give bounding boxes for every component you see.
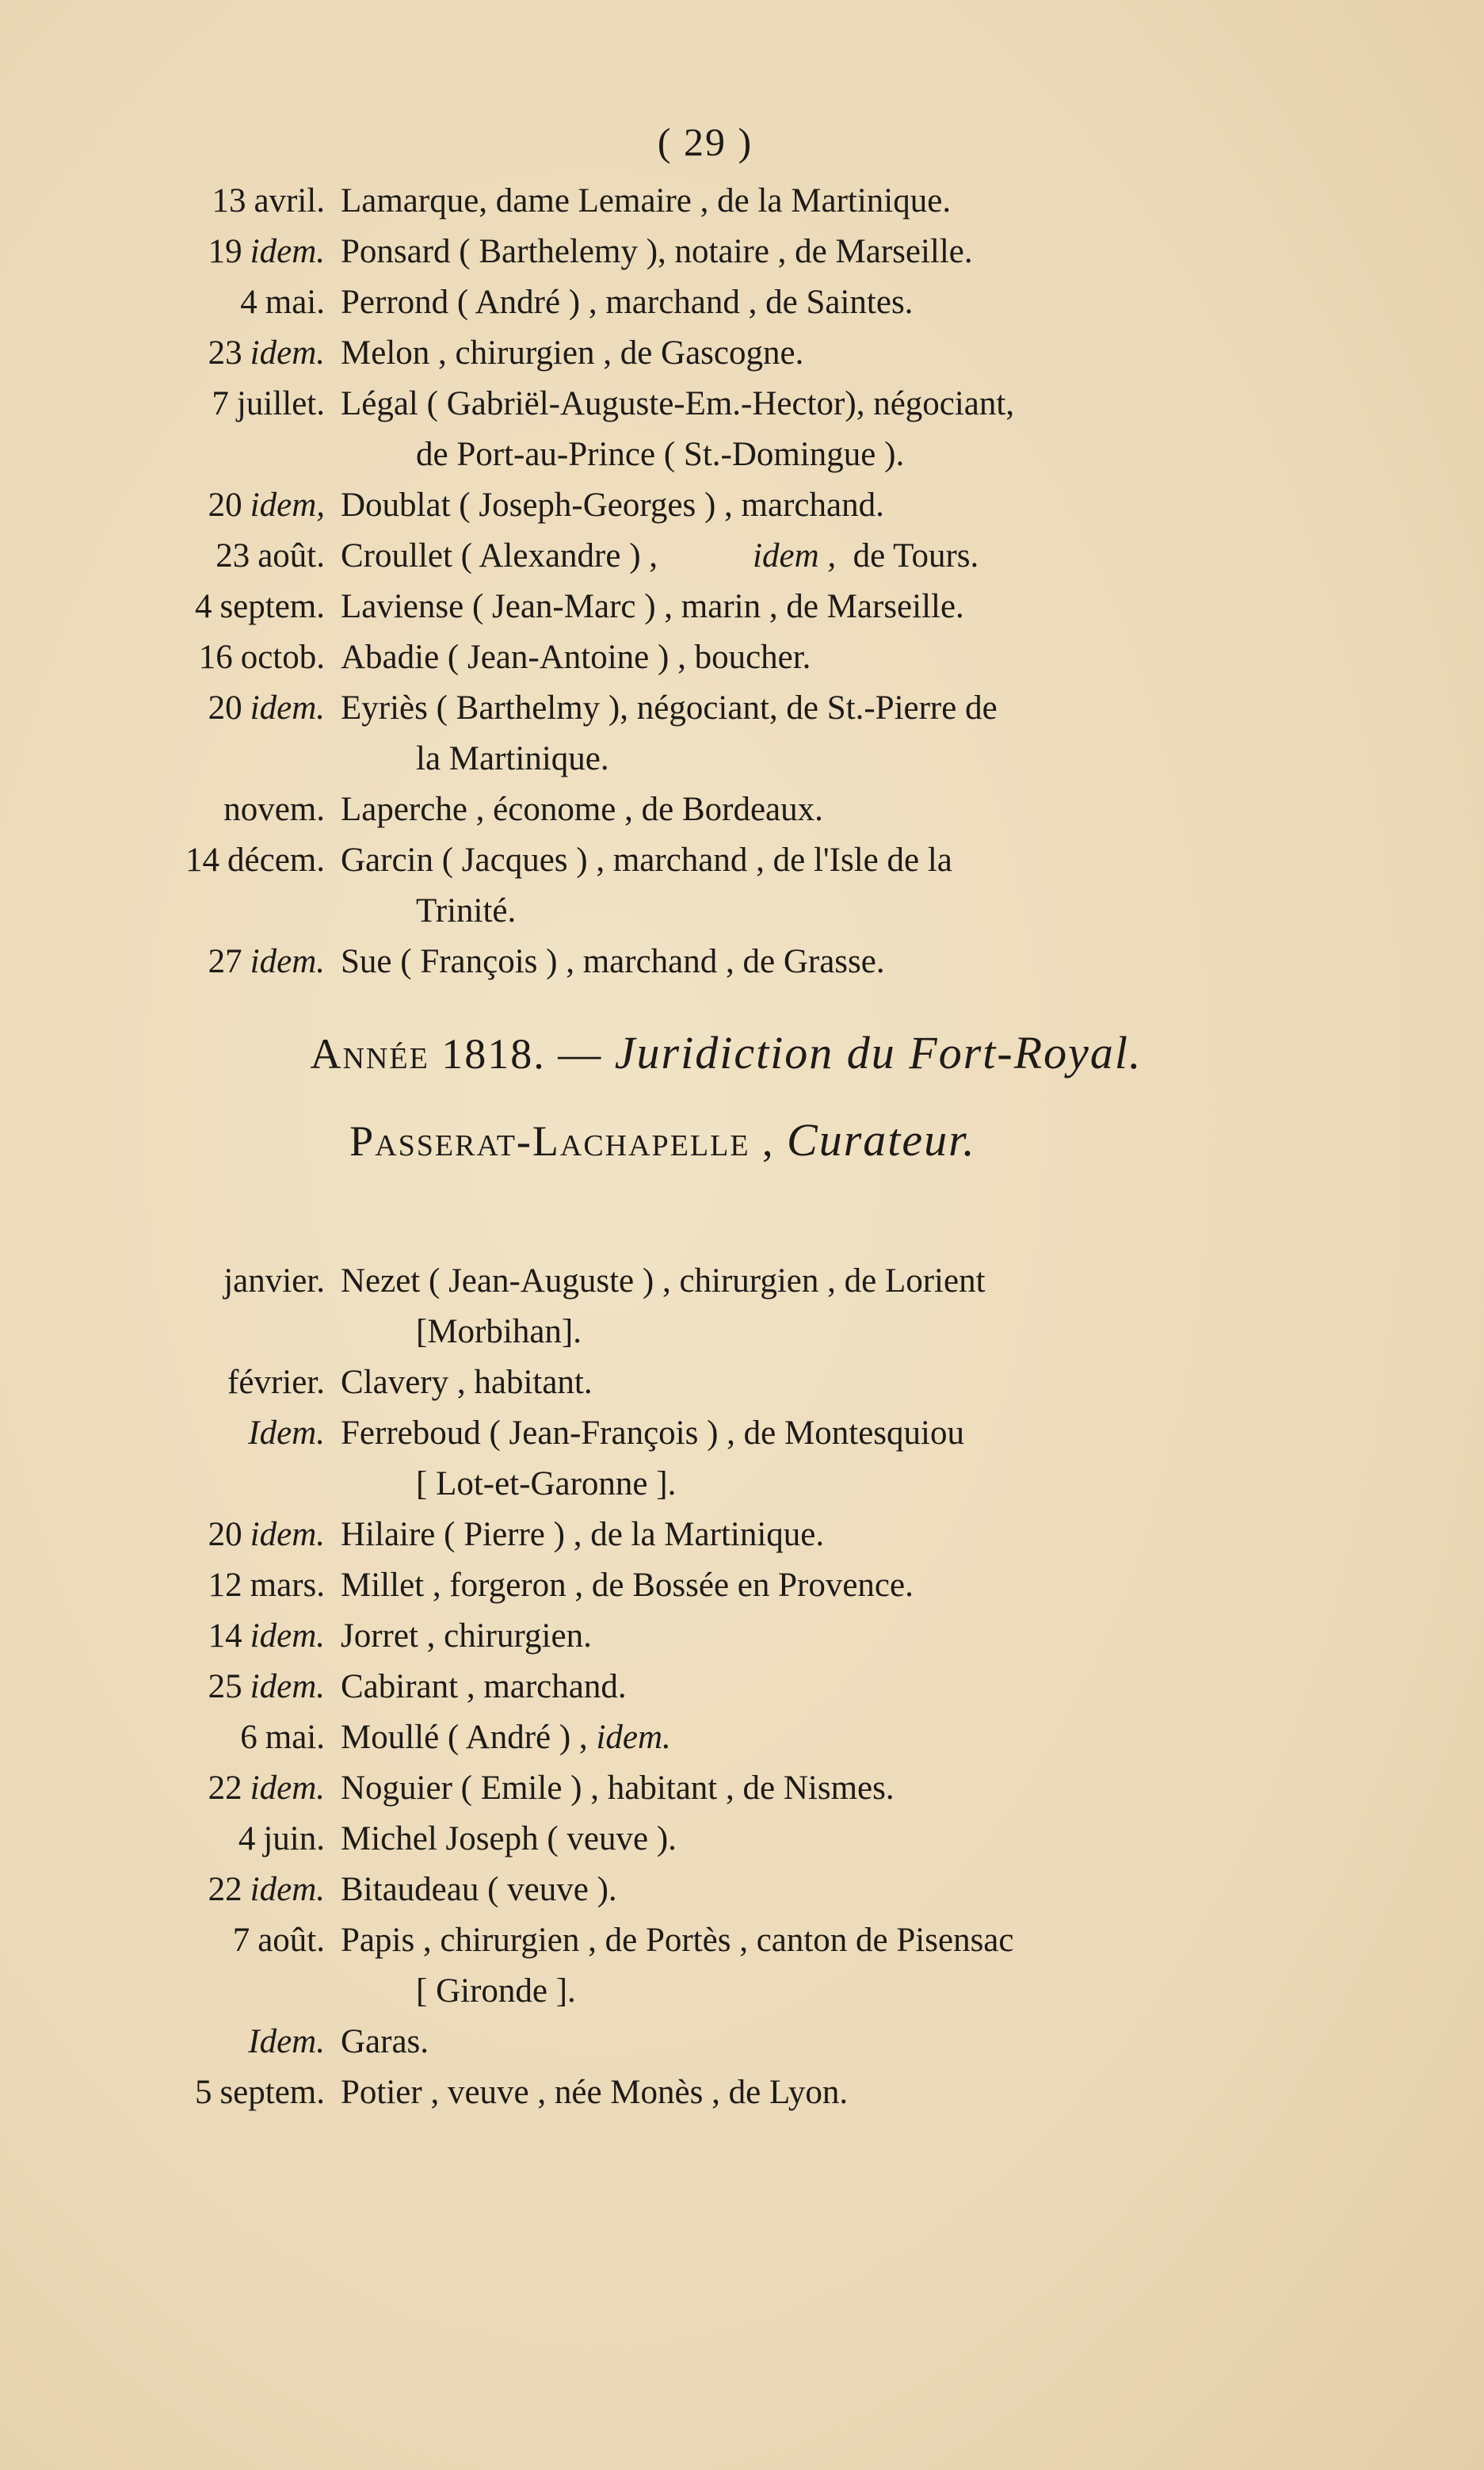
register-list-1: [0, 176, 1484, 987]
heading-curator-title: Curateur.: [787, 1114, 976, 1166]
entry-date: [0, 937, 325, 987]
entry-month: idem.: [250, 334, 325, 372]
entry-date: [0, 1611, 325, 1662]
entry-day: 25: [208, 1668, 242, 1705]
register-entry: [0, 1712, 1484, 1763]
entry-month: octob.: [240, 639, 325, 676]
entry-day: 22: [208, 1871, 242, 1908]
entry-day: 16: [198, 639, 233, 676]
entry-month: idem.: [250, 1516, 325, 1553]
entry-text-idem: idem ,: [753, 537, 837, 575]
entry-text-main: Croullet ( Alexandre ) ,: [341, 537, 658, 575]
entry-continuation: [Morbihan].: [416, 1313, 582, 1350]
register-entry: [0, 1662, 1484, 1712]
entry-month: Idem.: [248, 1414, 325, 1452]
entry-date: [0, 1865, 325, 1915]
entry-month: septem.: [219, 588, 325, 625]
entry-date: [0, 632, 325, 683]
register-entry: [0, 2017, 1484, 2067]
register-entry: [0, 379, 1484, 480]
register-entry: [0, 1560, 1484, 1611]
entry-day: 7: [232, 1922, 250, 1959]
entry-day: 20: [208, 1516, 242, 1553]
entry-date: [0, 1357, 325, 1408]
entry-day: 5: [194, 2074, 212, 2111]
entry-month: février.: [227, 1364, 325, 1401]
register-entry: [0, 1763, 1484, 1814]
entry-month: janvier.: [223, 1262, 325, 1300]
entry-continuation: la Martinique.: [416, 740, 609, 777]
entry-text: Nezet ( Jean-Auguste ) , chirurgien , de Lorient: [341, 1262, 986, 1300]
register-entry: [0, 227, 1484, 277]
entry-date: [0, 328, 325, 379]
register-entry: [0, 531, 1484, 582]
entry-text: Perrond ( André ) , marchand , de Saintes.: [341, 284, 914, 321]
entry-text: Légal ( Gabriël-Auguste-Em.-Hector), négociant,: [341, 385, 1015, 422]
entry-month: novem.: [223, 791, 325, 828]
entry-text: Doublat ( Joseph-Georges ) , marchand.: [341, 487, 884, 524]
register-entry: [0, 176, 1484, 227]
entry-date: [0, 1915, 325, 1966]
register-list-2: [0, 1256, 1484, 2118]
entry-day: 4: [240, 284, 258, 321]
entry-month: mai.: [265, 1719, 325, 1756]
entry-text: Ferreboud ( Jean-François ) , de Montesquiou: [341, 1414, 964, 1452]
register-entry: [0, 480, 1484, 531]
entry-date: [0, 683, 325, 734]
entry-day: 7: [212, 385, 229, 422]
entry-day: 12: [208, 1567, 242, 1604]
entry-date: [0, 379, 325, 429]
entry-month: idem.: [250, 689, 325, 727]
entry-day: 23: [216, 537, 250, 575]
entry-date: [0, 1510, 325, 1560]
entry-date: [0, 1408, 325, 1459]
register-entry: [0, 1357, 1484, 1408]
entry-date: [0, 1763, 325, 1814]
year-jurisdiction-heading: [0, 1026, 1468, 1079]
register-entry: [0, 683, 1484, 785]
register-entry: [0, 1814, 1484, 1865]
entry-text-main: Moullé ( André ) ,: [341, 1719, 588, 1756]
register-entry: [0, 1865, 1484, 1915]
entry-month: août.: [258, 1922, 325, 1959]
entry-day: 27: [208, 943, 242, 980]
entry-date: [0, 1256, 325, 1307]
entry-day: 14: [185, 842, 220, 879]
entry-text: Clavery , habitant.: [341, 1364, 593, 1401]
entry-month: septem.: [219, 2074, 325, 2111]
entry-date: [0, 785, 325, 835]
entry-month: Idem.: [248, 2023, 325, 2060]
entry-month: avril.: [254, 182, 325, 220]
entry-date: [0, 480, 325, 531]
entry-day: 22: [208, 1769, 242, 1807]
entry-day: 19: [208, 233, 242, 270]
entry-text: Melon , chirurgien , de Gascogne.: [341, 334, 804, 372]
entry-date: [0, 2067, 325, 2118]
entry-month: idem.: [250, 1668, 325, 1705]
entry-date: [0, 1814, 325, 1865]
entry-text-place: de Tours.: [853, 537, 979, 575]
entry-text: Bitaudeau ( veuve ).: [341, 1871, 617, 1908]
entry-day: 13: [212, 182, 246, 220]
register-entry: [0, 2067, 1484, 2118]
entry-text: Papis , chirurgien , de Portès , canton de Pisensac: [341, 1922, 1014, 1959]
entry-day: 23: [208, 334, 242, 372]
entry-text: Potier , veuve , née Monès , de Lyon.: [341, 2074, 849, 2111]
curator-heading: [0, 1113, 1405, 1166]
entry-date: [0, 835, 325, 886]
entry-text: Ponsard ( Barthelemy ), notaire , de Marseille.: [341, 233, 973, 270]
register-entry: [0, 277, 1484, 328]
entry-text: [341, 1712, 1252, 1763]
entry-month: juillet.: [236, 385, 325, 422]
entry-date: [0, 227, 325, 277]
entry-text: Jorret , chirurgien.: [341, 1617, 592, 1655]
entry-text: [341, 531, 1252, 582]
entry-date: [0, 582, 325, 632]
entry-text-idem: idem.: [596, 1719, 671, 1756]
entry-date: [0, 1662, 325, 1712]
entry-text: Noguier ( Emile ) , habitant , de Nismes.: [341, 1769, 895, 1807]
entry-day: 20: [208, 689, 242, 727]
entry-text: Laperche , économe , de Bordeaux.: [341, 791, 823, 828]
register-entry: [0, 1611, 1484, 1662]
entry-day: 4: [238, 1820, 256, 1857]
entry-continuation: de Port-au-Prince ( St.-Domingue ).: [416, 436, 905, 473]
entry-text: Michel Joseph ( veuve ).: [341, 1820, 677, 1857]
entry-day: 20: [208, 487, 242, 524]
entry-date: [0, 531, 325, 582]
entry-text: Hilaire ( Pierre ) , de la Martinique.: [341, 1516, 825, 1553]
entry-date: [0, 277, 325, 328]
heading-year: Année 1818. —: [310, 1030, 603, 1078]
entry-continuation: Trinité.: [416, 892, 517, 930]
entry-month: idem,: [250, 487, 325, 524]
entry-month: décem.: [227, 842, 325, 879]
entry-continuation: [ Gironde ].: [416, 1972, 576, 2010]
entry-month: idem.: [250, 1769, 325, 1807]
entry-text: Abadie ( Jean-Antoine ) , boucher.: [341, 639, 811, 676]
entry-month: idem.: [250, 233, 325, 270]
entry-text: Sue ( François ) , marchand , de Grasse.: [341, 943, 885, 980]
page-number: ( 29 ): [657, 120, 753, 164]
entry-text: Lamarque, dame Lemaire , de la Martinique.: [341, 182, 952, 220]
entry-month: juin.: [263, 1820, 325, 1857]
register-entry: [0, 785, 1484, 835]
entry-date: [0, 176, 325, 227]
entry-text: Cabirant , marchand.: [341, 1668, 627, 1705]
heading-jurisdiction: Juridiction du Fort-Royal.: [614, 1027, 1143, 1078]
entry-text: Garas.: [341, 2023, 429, 2060]
register-entry: [0, 1408, 1484, 1510]
entry-text: Eyriès ( Barthelmy ), négociant, de St.-Pierre de: [341, 689, 998, 727]
entry-date: [0, 2017, 325, 2067]
entry-text: Laviense ( Jean-Marc ) , marin , de Marseille.: [341, 588, 964, 625]
heading-curator-name: Passerat-Lachapelle ,: [349, 1117, 775, 1165]
entry-month: mai.: [265, 284, 325, 321]
register-entry: [0, 835, 1484, 937]
register-entry: [0, 632, 1484, 683]
register-entry: [0, 328, 1484, 379]
entry-month: idem.: [250, 1871, 325, 1908]
register-entry: [0, 1256, 1484, 1357]
entry-month: mars.: [250, 1567, 325, 1604]
entry-month: idem.: [250, 1617, 325, 1655]
entry-day: 14: [208, 1617, 242, 1655]
entry-text: Garcin ( Jacques ) , marchand , de l'Isle de la: [341, 842, 952, 879]
entry-day: 6: [240, 1719, 258, 1756]
entry-date: [0, 1560, 325, 1611]
register-entry: [0, 937, 1484, 987]
entry-continuation: [ Lot-et-Garonne ].: [416, 1465, 677, 1502]
entry-date: [0, 1712, 325, 1763]
entry-month: idem.: [250, 943, 325, 980]
register-entry: [0, 1915, 1484, 2017]
entry-month: août.: [258, 537, 325, 575]
register-entry: [0, 1510, 1484, 1560]
register-entry: [0, 582, 1484, 632]
entry-text: Millet , forgeron , de Bossée en Provence.: [341, 1567, 914, 1604]
entry-day: 4: [194, 588, 212, 625]
